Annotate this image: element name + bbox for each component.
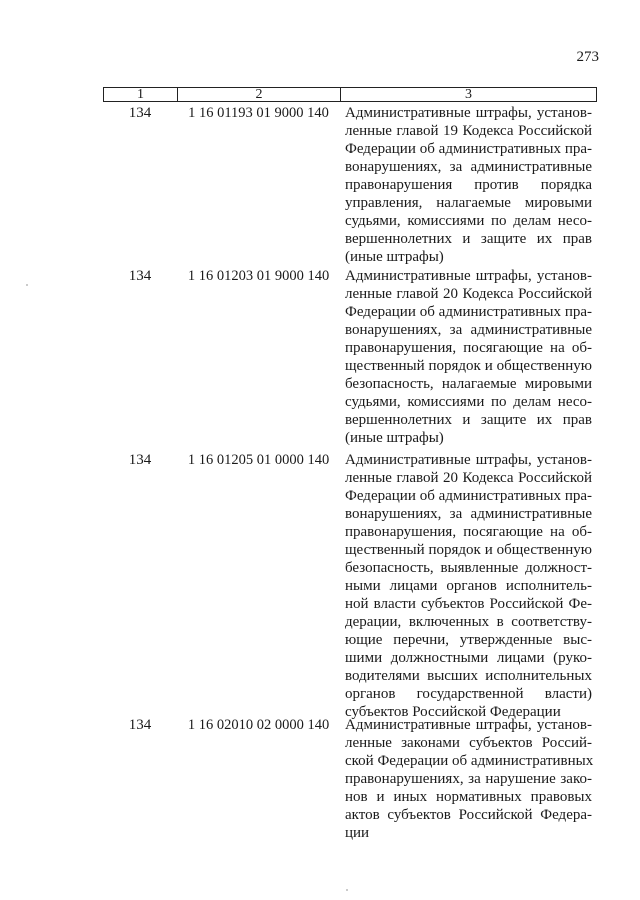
description-line: (иные штрафы) [345, 249, 444, 265]
description-line: вонарушениях, за административные [345, 322, 592, 338]
description-line: ющие перечни, утвержденные выс- [345, 632, 592, 648]
header-col-3: 3 [465, 87, 472, 102]
budget-classification-code: 1 16 02010 02 0000 140 [187, 717, 330, 733]
income-description [340, 267, 592, 447]
description-line: ленные законами субъектов Россий- [345, 735, 592, 751]
description-line: нов и иных нормативных правовых [345, 789, 592, 805]
description-line: актов субъектов Российской Федера- [345, 807, 592, 823]
description-line: органов государственной власти) [345, 686, 592, 702]
description-line: дерации, включенных в соответству- [345, 614, 592, 630]
description-line: ции [345, 825, 370, 841]
description-line: вершеннолетних и защите их прав [345, 231, 592, 247]
scan-speck [346, 889, 348, 891]
budget-classification-code: 1 16 01205 01 0000 140 [187, 452, 330, 468]
income-description [340, 104, 592, 266]
description-line: правонарушениях, за нарушение зако- [345, 771, 592, 787]
description-line: ской Федерации об административных [345, 753, 594, 769]
description-line: вонарушениях, за административные [345, 159, 592, 175]
income-description [340, 716, 592, 842]
description-line: Административные штрафы, установ- [345, 717, 592, 733]
scan-speck [26, 284, 28, 286]
description-line: щественный порядок и общественную [345, 542, 592, 558]
table-row [103, 104, 597, 266]
description-line: Федерации об административных пра- [345, 304, 592, 320]
description-line: ленные главой 20 Кодекса Российской [345, 470, 592, 486]
description-line: Административные штрафы, установ- [345, 268, 592, 284]
description-line: ленные главой 20 Кодекса Российской [345, 286, 592, 302]
budget-classification-code: 1 16 01193 01 9000 140 [188, 105, 329, 121]
description-line: безопасность, налагаемые мировыми [345, 376, 592, 392]
description-line: шими должностными лицами (руко- [345, 650, 592, 666]
description-line: правонарушения против порядка [345, 177, 592, 193]
description-line: правонарушения, посягающие на об- [345, 524, 592, 540]
description-line: ными лицами органов исполнитель- [345, 578, 592, 594]
description-line: судьями, комиссиями по делам несо- [345, 213, 592, 229]
description-line: правонарушения, посягающие на об- [345, 340, 592, 356]
description-line: (иные штрафы) [345, 430, 444, 446]
description-line: вонарушениях, за административные [345, 506, 592, 522]
table-row [103, 716, 597, 842]
description-line: щественный порядок и общественную [345, 358, 592, 374]
income-description [340, 451, 592, 721]
description-line: водителями высших исполнительных [345, 668, 592, 684]
table-row [103, 451, 597, 721]
header-col-2: 2 [178, 88, 341, 101]
description-line: Административные штрафы, установ- [345, 105, 592, 121]
description-line: управления, налагаемые мировыми [345, 195, 592, 211]
description-line: ной власти субъектов Российской Фе- [345, 596, 592, 612]
table-header [103, 87, 597, 102]
header-col-1: 1 [104, 88, 178, 101]
description-line: Федерации об административных пра- [345, 141, 592, 157]
description-line: Административные штрафы, установ- [345, 452, 592, 468]
budget-classification-code: 1 16 01203 01 9000 140 [187, 268, 330, 284]
description-line: судьями, комиссиями по делам несо- [345, 394, 592, 410]
description-line: вершеннолетних и защите их прав [345, 412, 592, 428]
admin-code: 134 [128, 105, 152, 121]
description-line: безопасность, выявленные должност- [345, 560, 592, 576]
admin-code: 134 [128, 717, 152, 733]
page-number: 273 [576, 49, 599, 65]
description-line: субъектов Российской Федерации [345, 704, 561, 720]
admin-code: 134 [128, 268, 152, 284]
table-row [103, 267, 597, 447]
admin-code: 134 [128, 452, 152, 468]
description-line: ленные главой 19 Кодекса Российской [345, 123, 592, 139]
description-line: Федерации об административных пра- [345, 488, 592, 504]
